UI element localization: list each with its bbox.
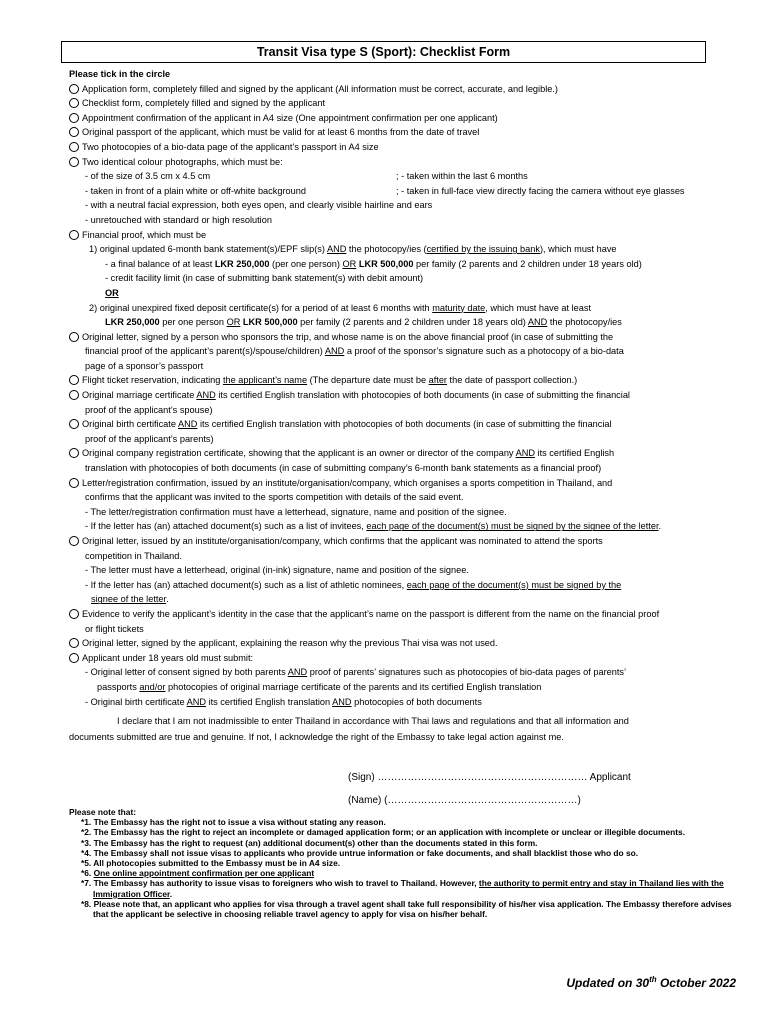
name-line[interactable]: (Name) (…………………………………………………) xyxy=(348,795,581,806)
tick-circle[interactable] xyxy=(69,653,79,663)
tick-circle[interactable] xyxy=(69,157,79,167)
financial-requirement: - a final balance of at least LKR 250,000 (per one person) OR LKR 500,000 per family (2 parents and 2 children under 18 years old) xyxy=(105,258,642,269)
financial-requirement: - credit facility limit (in case of submitting bank statement(s) with debit amount) xyxy=(105,273,424,284)
tick-circle[interactable] xyxy=(69,84,79,94)
checklist: Please tick in the circle Application form, completely filled and signed by the applicant (All information must be correct, accurate, and legible.) Checklist form, completely filled and signed by the applicant Appointment confirmation of the applicant in A4 size (One appointment confirmation per one applicant) Original passport of the applicant, which must be valid for at least 6 months from the date of travel Two photocopies of a bio-data page of the applicant’s passport in A4 size Two identical colour photographs, which must be: - of the size of 3.5 cm x 4.5 cm ; - taken within the last 6 months - taken in front of a plain white or off-white background ; - taken in full-face view directly facing the camera without eye glasses - with a neutral facial expression, both eyes open, and clearly visible hairline and ears - unretouched with standard or high resolution Financial proof, which must be 1) original updated 6-month bank statement(s)/EPF slip(s) AND the photocopy/ies (certified by the issuing bank), which must have - a final balance of at least LKR 250,000 (per one person) OR LKR 500,000 per family (2 parents and 2 children under 18 years old) - credit facility limit (in case of submitting bank statement(s) with debit amount) OR 2) original unexpired fixed deposit certificate(s) for a period of at least 6 months with maturity date, which must have at least LKR 250,000 per one person OR LKR 500,000 per family (2 parents and 2 children under 18 years old) AND the photocopy/ies Original letter, signed by a person who sponsors the trip, and whose name is on the above financial proof (in case of submitting the financial proof of the applicant’s parent(s)/spouse/children) AND a proof of the sponsor’s signature such as a photocopy of a bio-data page of a sponsor’s passport Flight ticket reservation, indicating the applicant’s name (The departure date must be after the date of passport collection.) Original marriage certificate AND its certified English translation with photocopies of both documents (in case of submitting the financial proof of the applicant’s spouse) Original birth certificate AND its certified English translation with photocopies of both documents (in case of submitting the financial proof of the applicant’s parents) Original company registration certificate, showing that the applicant is an owner or director of the company AND its certified English translation with photocopies of both documents (in case of submitting company’s 6-month bank statements as a financial proof) Letter/registration confirmation, issued by an institute/organisation/company, which organises a sports competition in Thailand, and confirms that the applicant was invited to the sports competition with details of the said event. - The letter/registration confirmation must have a letterhead, signature, name and position of the signee. - If the letter has (an) attached document(s) such as a list of invitees, each page of the document(s) must be signed by the signee of the letter. Original letter, issued by an institute/organisation/company, which confirms that the applicant was nominated to attend the sports competition in Thailand. - The letter must have a letterhead, original (in-ink) signature, name and position of the signee. - If the letter has (an) attached document(s) such as a list of athletic nominees, each page of the document(s) must be signed by the signee of the letter. Evidence to verify the applicant’s identity in the case that the applicant’s name on the passport is different from the name on the financial proof or flight tickets Original letter, signed by the applicant, explaining the reason why the previous Thai visa was not used. Applicant under 18 years old must submit: - Original letter of consent signed by both parents AND proof of parents’ signatures such as photocopies of bio-data pages of parents’ passports and/or photocopies of original marriage certificate of the parents and its certified English translation - Original birth certificate AND its certified English translation AND photocopies of both documents xyxy=(69,67,737,709)
checklist-item-previous-visa-letter: Original letter, signed by the applicant, explaining the reason why the previous Thai visa was not used. xyxy=(69,636,737,651)
declaration: I declare that I am not inadmissible to enter Thailand in accordance with Thai laws and regulations and that all information and documents submitted are true and genuine. If not, I acknowledge the right of the Embassy to take legal action against me. xyxy=(69,716,629,742)
checklist-item-application-form: Application form, completely filled and signed by the applicant (All information must be correct, accurate, and legible.) xyxy=(69,82,737,97)
tick-circle[interactable] xyxy=(69,638,79,648)
tick-circle[interactable] xyxy=(69,448,79,458)
note: *7. The Embassy has authority to issue visas to foreigners who wish to travel to Thailand. However, the authority to permit entry and stay in Thailand lies with the Immigration Officer. xyxy=(81,878,724,899)
note: *5. All photocopies submitted to the Embassy must be in A4 size. xyxy=(81,858,341,869)
tick-circle[interactable] xyxy=(69,127,79,137)
tick-circle[interactable] xyxy=(69,609,79,619)
checklist-item-appointment: Appointment confirmation of the applicant in A4 size (One appointment confirmation per one applicant) xyxy=(69,111,737,126)
checklist-item-minor-applicant: Applicant under 18 years old must submit: xyxy=(69,651,737,666)
financial-option-fixed-deposit: 2) original unexpired fixed deposit certificate(s) for a period of at least 6 months with maturity date, which must have at least xyxy=(89,302,592,313)
tick-circle[interactable] xyxy=(69,230,79,240)
checklist-item-birth-certificate: Original birth certificate AND its certified English translation with photocopies of both documents (in case of submitting the financial xyxy=(69,417,737,432)
financial-option-bank-statement: 1) original updated 6-month bank statement(s)/EPF slip(s) AND the photocopy/ies (certified by the issuing bank), which must have xyxy=(89,244,617,255)
instruction: Please tick in the circle xyxy=(69,69,171,79)
checklist-item-photographs: Two identical colour photographs, which must be: xyxy=(69,155,737,170)
tick-circle[interactable] xyxy=(69,419,79,429)
photo-requirement: - unretouched with standard or high resolution xyxy=(85,214,272,225)
checklist-item-passport-copies: Two photocopies of a bio-data page of the applicant’s passport in A4 size xyxy=(69,140,737,155)
form-title: Transit Visa type S (Sport): Checklist Form xyxy=(61,41,706,63)
note: *2. The Embassy has the right to reject an incomplete or damaged application form; or an application with incomplete or unclear or illegible documents. xyxy=(81,827,686,838)
photo-requirement: - with a neutral facial expression, both eyes open, and clearly visible hairline and ears xyxy=(85,200,433,211)
note: *8. Please note that, an applicant who applies for visa through a travel agent shall take full responsibility of his/her visa application. The Embassy therefore advises that the applicant be selective in choosing reliable travel agency to apply for visa on his/her behalf. xyxy=(81,898,732,920)
checklist-item-checklist-form: Checklist form, completely filled and signed by the applicant xyxy=(69,96,737,111)
photo-requirement: - of the size of 3.5 cm x 4.5 cm ; - taken within the last 6 months xyxy=(85,171,528,182)
tick-circle[interactable] xyxy=(69,142,79,152)
tick-circle[interactable] xyxy=(69,390,79,400)
notes-section xyxy=(69,807,737,919)
sign-line[interactable]: (Sign) ……………………………………………………… Applicant xyxy=(348,772,631,783)
note: *4. The Embassy shall not issue visas to applicants who provide untrue information or fake documents, and shall blacklist those who do so. xyxy=(81,847,639,858)
checklist-item-registration-confirmation: Letter/registration confirmation, issued by an institute/organisation/company, which organises a sports competition in Thailand, and xyxy=(69,476,737,491)
checklist-item-company-registration: Original company registration certificate, showing that the applicant is an owner or director of the company AND its certified English xyxy=(69,446,737,461)
checklist-item-identity-evidence: Evidence to verify the applicant’s identity in the case that the applicant’s name on the passport is different from the name on the financial proof xyxy=(69,607,737,622)
tick-circle[interactable] xyxy=(69,375,79,385)
checklist-item-marriage-certificate: Original marriage certificate AND its certified English translation with photocopies of both documents (in case of submitting the financial xyxy=(69,388,737,403)
financial-or: OR xyxy=(105,287,119,298)
note: *6. One online appointment confirmation per one applicant xyxy=(81,868,315,879)
notes-heading: Please note that: xyxy=(69,807,137,817)
tick-circle[interactable] xyxy=(69,113,79,123)
tick-circle[interactable] xyxy=(69,98,79,108)
note: *3. The Embassy has the right to request (an) additional document(s) other than the documents stated in this form. xyxy=(81,837,538,848)
checklist-item-financial-proof: Financial proof, which must be xyxy=(69,228,737,243)
tick-circle[interactable] xyxy=(69,536,79,546)
tick-circle[interactable] xyxy=(69,478,79,488)
updated-date: Updated on 30th October 2022 xyxy=(566,975,736,990)
note: *1. The Embassy has the right not to issue a visa without stating any reason. xyxy=(81,817,386,828)
checklist-item-sponsor-letter: Original letter, signed by a person who sponsors the trip, and whose name is on the above financial proof (in case of submitting the xyxy=(69,330,737,345)
tick-circle[interactable] xyxy=(69,332,79,342)
financial-requirement: LKR 250,000 per one person OR LKR 500,000 per family (2 parents and 2 children under 18 years old) AND the photocopy/ies xyxy=(105,317,622,328)
checklist-item-nomination-letter: Original letter, issued by an institute/organisation/company, which confirms that the applicant was nominated to attend the sports xyxy=(69,534,737,549)
checklist-item-passport: Original passport of the applicant, which must be valid for at least 6 months from the date of travel xyxy=(69,125,737,140)
checklist-item-flight-ticket: Flight ticket reservation, indicating the applicant’s name (The departure date must be after the date of passport collection.) xyxy=(69,373,737,388)
photo-requirement: - taken in front of a plain white or off-white background ; - taken in full-face view directly facing the camera without eye glasses xyxy=(85,185,685,196)
